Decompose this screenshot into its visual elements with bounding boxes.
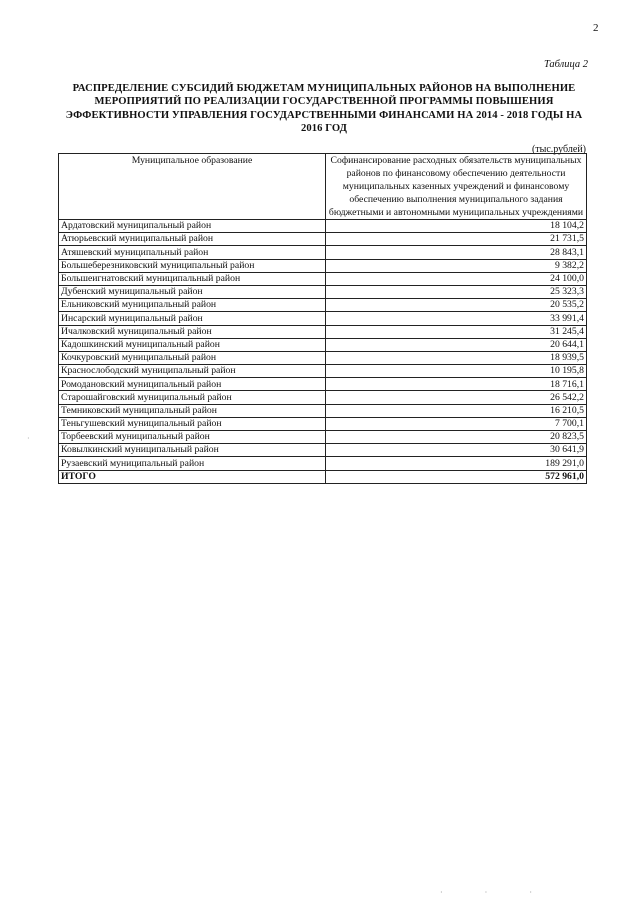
subsidy-amount: 18 104,2: [326, 220, 587, 233]
subsidy-amount: 18 716,1: [326, 378, 587, 391]
table-row: [59, 444, 587, 457]
table-row: [59, 272, 587, 285]
table-row: [59, 365, 587, 378]
municipality-name: Темниковский муниципальный район: [59, 404, 326, 417]
municipality-name: Ичалковский муниципальный район: [59, 325, 326, 338]
subsidy-amount: 28 843,1: [326, 246, 587, 259]
header-municipality: Муниципальное образование: [59, 154, 326, 220]
subsidy-amount: 20 823,5: [326, 431, 587, 444]
table-row: [59, 391, 587, 404]
municipality-name: Большеигнатовский муниципальный район: [59, 272, 326, 285]
municipality-name: Ромодановский муниципальный район: [59, 378, 326, 391]
table-row: [59, 338, 587, 351]
subsidy-amount: 16 210,5: [326, 404, 587, 417]
subsidy-amount: 20 535,2: [326, 299, 587, 312]
subsidy-amount: 25 323,3: [326, 285, 587, 298]
total-label: ИТОГО: [59, 470, 326, 483]
subsidy-amount: 26 542,2: [326, 391, 587, 404]
subsidy-amount: 33 991,4: [326, 312, 587, 325]
document-title: РАСПРЕДЕЛЕНИЕ СУБСИДИЙ БЮДЖЕТАМ МУНИЦИПАЛЬНЫХ РАЙОНОВ НА ВЫПОЛНЕНИЕ МЕРОПРИЯТИЙ ПО РЕАЛИЗАЦИИ ГОСУДАРСТВЕННОЙ ПРОГРАММЫ ПОВЫШЕНИЯ ЭФФЕКТИВНОСТИ УПРАВЛЕНИЯ ГОСУДАРСТВЕННЫМИ ФИНАНСАМИ НА 2014 - 2018 ГОДЫ НА 2016 ГОД: [65, 83, 583, 135]
total-row: [59, 470, 587, 483]
table-row: [59, 431, 587, 444]
unit-label: (тыс.рублей): [531, 144, 586, 155]
table-row: [59, 220, 587, 233]
municipality-name: Атюрьевский муниципальный район: [59, 233, 326, 246]
municipality-name: Ельниковский муниципальный район: [59, 299, 326, 312]
table-row: [59, 378, 587, 391]
municipality-name: Рузаевский муниципальный район: [59, 457, 326, 470]
table-row: [59, 233, 587, 246]
subsidy-amount: 24 100,0: [326, 272, 587, 285]
subsidy-amount: 7 700,1: [326, 417, 587, 430]
table-row: [59, 351, 587, 364]
table-row: [59, 312, 587, 325]
municipality-name: Кадошкинский муниципальный район: [59, 338, 326, 351]
municipality-name: Теньгушевский муниципальный район: [59, 417, 326, 430]
page-number: 2: [593, 22, 599, 34]
municipality-name: Инсарский муниципальный район: [59, 312, 326, 325]
municipality-name: Дубенский муниципальный район: [59, 285, 326, 298]
municipality-name: Атяшевский муниципальный район: [59, 246, 326, 259]
subsidy-amount: 20 644,1: [326, 338, 587, 351]
subsidy-table: [58, 153, 587, 484]
table-body: [59, 220, 587, 471]
header-cofinancing: Софинансирование расходных обязательств муниципальных районов по финансовому обеспечению деятельности муниципальных казенных учреждений и финансовому обеспечению выполнения муниципального задания бюджетными и автономными муниципальных учреждениями: [326, 154, 587, 220]
subsidy-amount: 10 195,8: [326, 365, 587, 378]
subsidy-amount: 9 382,2: [326, 259, 587, 272]
subsidy-amount: 31 245,4: [326, 325, 587, 338]
table-row: [59, 325, 587, 338]
municipality-name: Краснослободский муниципальный район: [59, 365, 326, 378]
table-row: [59, 285, 587, 298]
municipality-name: Торбеевский муниципальный район: [59, 431, 326, 444]
scan-artifact-dots: · · ·: [440, 888, 552, 897]
table-header-row: [59, 154, 587, 220]
municipality-name: Кочкуровский муниципальный район: [59, 351, 326, 364]
subsidy-amount: 18 939,5: [326, 351, 587, 364]
table-row: [59, 404, 587, 417]
table-row: [59, 259, 587, 272]
scan-artifact: ·: [27, 434, 30, 443]
municipality-name: Старошайговский муниципальный район: [59, 391, 326, 404]
municipality-name: Ковылкинский муниципальный район: [59, 444, 326, 457]
subsidy-amount: 189 291,0: [326, 457, 587, 470]
table-row: [59, 457, 587, 470]
municipality-name: Большеберезниковский муниципальный район: [59, 259, 326, 272]
municipality-name: Ардатовский муниципальный район: [59, 220, 326, 233]
subsidy-amount: 30 641,9: [326, 444, 587, 457]
subsidy-amount: 21 731,5: [326, 233, 587, 246]
table-row: [59, 417, 587, 430]
table-label: Таблица 2: [543, 59, 588, 70]
table-row: [59, 299, 587, 312]
total-value: 572 961,0: [326, 470, 587, 483]
table-row: [59, 246, 587, 259]
